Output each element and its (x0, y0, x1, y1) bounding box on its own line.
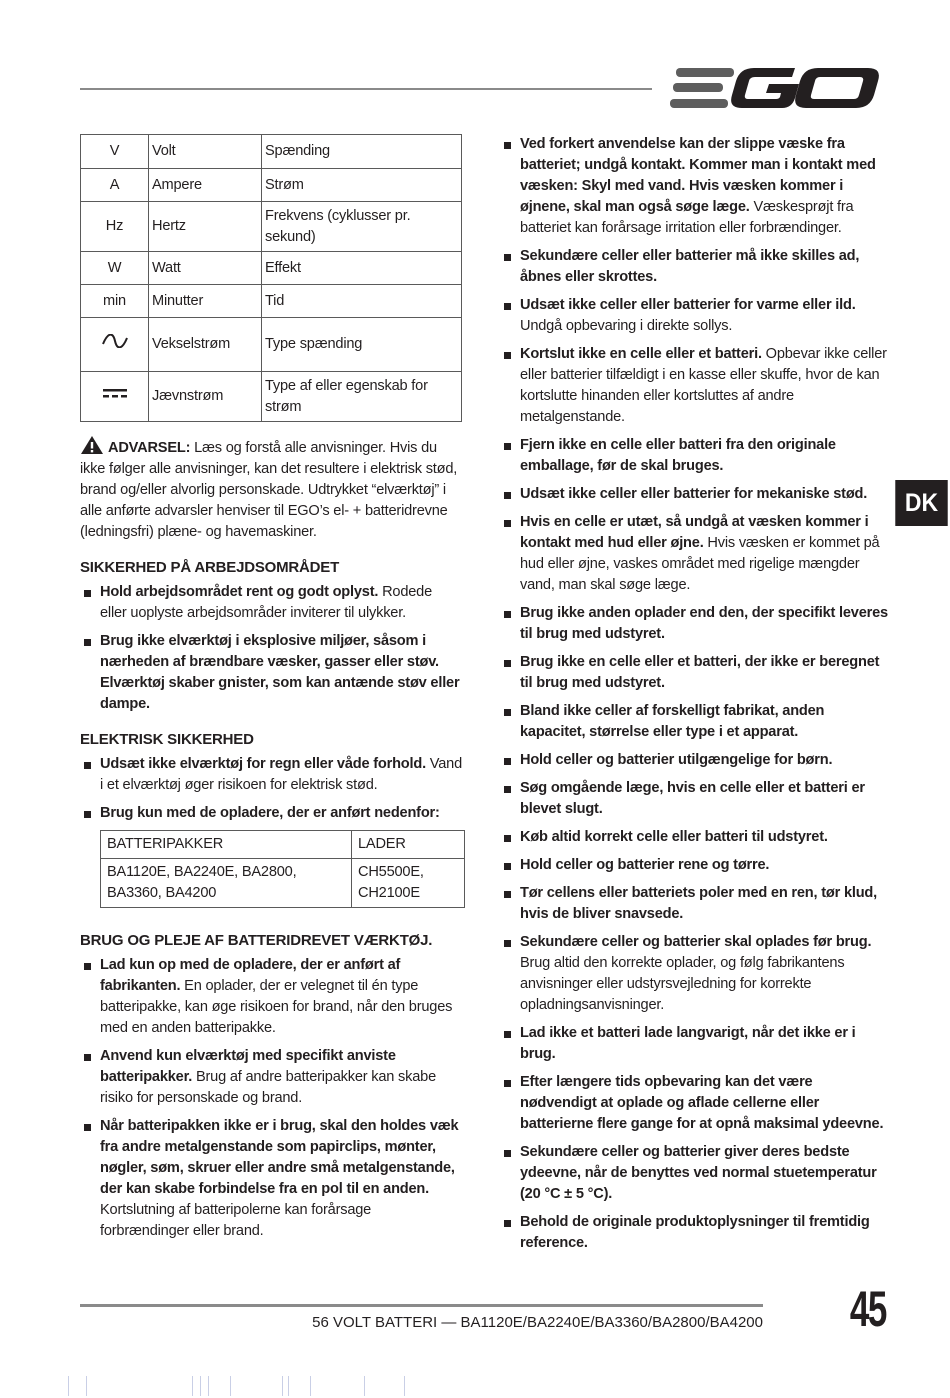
footer-rule (80, 1304, 763, 1307)
table-cell: BA1120E, BA2240E, BA2800, BA3360, BA4200 (101, 859, 352, 908)
list-item: Sekundære celler og batterier giver deres bedste ydeevne, når de benyttes ved normal stuetemperatur (20 °C ± 5 °C). (500, 1142, 888, 1205)
list-item: Bland ikke celler af forskelligt fabrikat, anden kapacitet, størrelse eller type i et apparat. (500, 701, 888, 743)
name-cell: Vekselstrøm (149, 318, 262, 372)
section-heading-work-area: SIKKERHED PÅ ARBEJDSOMRÅDET (80, 559, 340, 576)
meaning-cell: Tid (262, 285, 462, 318)
list-item: Når batteripakken ikke er i brug, skal den holdes væk fra andre metalgenstande som papirclips, mønter, nøgler, søm, skruer eller andre små metalgenstande, der kan skabe forbindelse fra en pol til en anden. Kortslutning af batteripolerne kan forårsage forbrændinger eller brand. (80, 1116, 462, 1242)
symbol-cell: Hz (81, 202, 149, 252)
meaning-cell: Type af eller egenskab for strøm (262, 372, 462, 422)
list-item: Udsæt ikke celler eller batterier for varme eller ild. Undgå opbevaring i direkte sollys. (500, 295, 888, 337)
list-item: Brug ikke en celle eller et batteri, der ikke er beregnet til brug med udstyret. (500, 652, 888, 694)
list-item: Behold de originale produktoplysninger til fremtidig reference. (500, 1212, 888, 1254)
scan-marks (0, 1376, 450, 1396)
section-heading-battery-care: BRUG OG PLEJE AF BATTERIDREVET VÆRKTØJ. (80, 932, 433, 949)
symbol-cell: V (81, 135, 149, 169)
table-row (81, 285, 462, 318)
list-item: Ved forkert anvendelse kan der slippe væske fra batteriet; undgå kontakt. Kommer man i kontakt med væsken: Skyl med vand. Hvis væsken kommer i øjnene, skal man også søge læge. Væskesprøjt fra batteriet kan forårsage irritation eller forbrændinger. (500, 134, 888, 239)
symbol-cell (81, 372, 149, 422)
name-cell: Minutter (149, 285, 262, 318)
meaning-cell: Frekvens (cyklusser pr. sekund) (262, 202, 462, 252)
symbols-table (80, 134, 462, 422)
list-item: Køb altid korrekt celle eller batteri til udstyret. (500, 827, 888, 848)
list-item: Brug ikke elværktøj i eksplosive miljøer, såsom i nærheden af brændbare væsker, gasser eller støv. Elværktøj skaber gnister, som kan antænde støv eller dampe. (80, 631, 462, 715)
table-row (81, 169, 462, 202)
left-column (80, 134, 462, 1249)
list-item: Anvend kun elværktøj med specifikt anviste batteripakker. Brug af andre batteripakker kan skabe risiko for personskade og brand. (80, 1046, 462, 1109)
list-item: Sekundære celler eller batterier må ikke skilles ad, åbnes eller skrottes. (500, 246, 888, 288)
table-cell: CH5500E, CH2100E (352, 859, 465, 908)
symbol-cell (81, 318, 149, 372)
list-item: Udsæt ikke elværktøj for regn eller våde forhold. Vand i et elværktøj øger risikoen for elektrisk stød. (80, 754, 462, 796)
right-column (500, 134, 888, 1261)
list-item: Brug kun med de opladere, der er anført nedenfor: (80, 803, 462, 824)
language-tab: DK (895, 480, 947, 526)
name-cell: Ampere (149, 169, 262, 202)
page-number: 45 (849, 1281, 886, 1337)
table-row (81, 252, 462, 285)
symbol-cell: min (81, 285, 149, 318)
meaning-cell: Type spænding (262, 318, 462, 372)
electrical-list (80, 754, 462, 824)
list-item: Sekundære celler og batterier skal oplades før brug. Brug altid den korrekte oplader, og følg fabrikantens anvisninger eller udstyrsvejledning for korrekte opladningsanvisninger. (500, 932, 888, 1016)
table-row (81, 202, 462, 252)
warning-icon (80, 435, 104, 455)
battery-safety-list (500, 134, 888, 1254)
ego-logo (670, 62, 882, 114)
list-item: Kortslut ikke en celle eller et batteri. Opbevar ikke celler eller batterier tilfældigt i en kasse eller skuffe, hvor de kan kortslutte hinanden eller kortsluttes af andre metalgenstande. (500, 344, 888, 428)
table-header: BATTERIPAKKER (101, 831, 352, 859)
meaning-cell: Strøm (262, 169, 462, 202)
table-header: LADER (352, 831, 465, 859)
name-cell: Volt (149, 135, 262, 169)
list-item: Lad ikke et batteri lade langvarigt, når det ikke er i brug. (500, 1023, 888, 1065)
symbol-cell: A (81, 169, 149, 202)
name-cell: Hertz (149, 202, 262, 252)
meaning-cell: Spænding (262, 135, 462, 169)
list-item: Hold arbejdsområdet rent og godt oplyst. Rodede eller uoplyste arbejdsområder inviterer til ulykker. (80, 582, 462, 624)
ac-current-icon (101, 334, 129, 348)
table-header-row (101, 831, 465, 859)
table-row (81, 135, 462, 169)
battery-charger-table (100, 830, 465, 908)
list-item: Efter længere tids opbevaring kan det være nødvendigt at oplade og aflade cellerne eller batterierne flere gange for at opnå maksimal ydeevne. (500, 1072, 888, 1135)
list-item: Udsæt ikke celler eller batterier for mekaniske stød. (500, 484, 888, 505)
list-item: Hold celler og batterier rene og tørre. (500, 855, 888, 876)
list-item: Brug ikke anden oplader end den, der specifikt leveres til brug med udstyret. (500, 603, 888, 645)
list-item: Hvis en celle er utæt, så undgå at væsken kommer i kontakt med hud eller øjne. Hvis væsken er kommet på hud eller øjne, vaskes området med rigelige mængder vand, man skal søge læge. (500, 512, 888, 596)
list-item: Lad kun op med de opladere, der er anført af fabrikanten. En oplader, der er velegnet til én type batteripakke, kan øge risikoen for brand, når den bruges med en anden batteripakke. (80, 955, 462, 1039)
list-item: Tør cellens eller batteriets poler med en ren, tør klud, hvis de bliver snavsede. (500, 883, 888, 925)
warning-label: ADVARSEL: (108, 440, 191, 456)
meaning-cell: Effekt (262, 252, 462, 285)
footer-title: 56 VOLT BATTERI — BA1120E/BA2240E/BA3360/BA2800/BA4200 (312, 1314, 763, 1331)
svg-text:EGO: EGO (670, 62, 673, 63)
name-cell: Jævnstrøm (149, 372, 262, 422)
work-area-list (80, 582, 462, 715)
list-item: Søg omgående læge, hvis en celle eller et batteri er blevet slugt. (500, 778, 888, 820)
symbol-cell: W (81, 252, 149, 285)
table-row (101, 859, 465, 908)
table-row (81, 372, 462, 422)
table-row (81, 318, 462, 372)
warning-paragraph (80, 435, 462, 543)
name-cell: Watt (149, 252, 262, 285)
section-heading-electrical: ELEKTRISK SIKKERHED (80, 731, 254, 748)
list-item: Fjern ikke en celle eller batteri fra den originale emballage, før de skal bruges. (500, 435, 888, 477)
header-rule (80, 88, 652, 90)
warning-text: Læs og forstå alle anvisninger. Hvis du ikke følger alle anvisninger, kan det resultere i elektrisk stød, brand og/eller alvorlig personskade. Udtrykket “elværktøj” i alle anførte advarsler henviser til EGO’s el- + batteridrevne (ledningsfri) plæne- og havemaskiner. (80, 440, 458, 540)
list-item: Hold celler og batterier utilgængelige for børn. (500, 750, 888, 771)
battery-care-list (80, 955, 462, 1242)
dc-current-icon (101, 386, 129, 400)
